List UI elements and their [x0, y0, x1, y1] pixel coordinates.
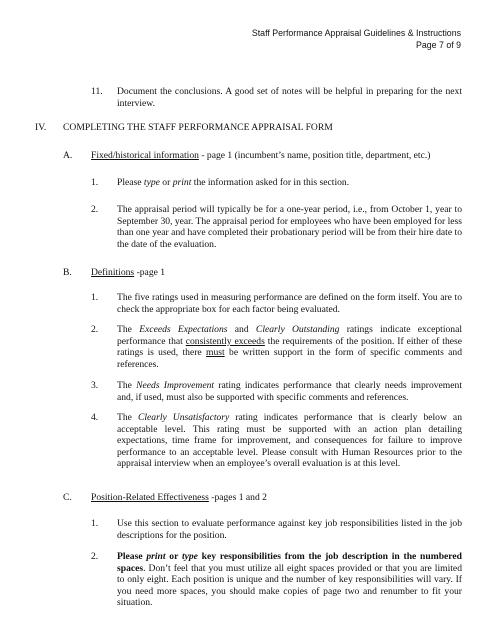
a2-number: 2.	[91, 204, 99, 215]
b2-seg: the requirements of the position. If either of these ratings is used, there	[117, 335, 462, 359]
c2-bold-seg: Please	[117, 551, 147, 562]
b3-text	[117, 380, 462, 403]
a1-seg: the information asked for in this section.	[191, 177, 350, 188]
c1-text: Use this section to evaluate performance against key job responsibilities listed in the job descriptions for the position.	[117, 518, 462, 541]
b2-seg: The	[117, 324, 140, 335]
b2-italic-outstanding: Clearly Outstanding	[255, 324, 340, 335]
a1-seg: Please	[117, 177, 144, 188]
section-c-letter: C.	[63, 492, 72, 503]
item-11-number: 11.	[91, 86, 103, 97]
a1-italic-type: type	[143, 177, 160, 188]
section-iv-title: COMPLETING THE STAFF PERFORMANCE APPRAISAL FORM	[63, 122, 333, 133]
a2-text: The appraisal period will typically be for a one-year period, i.e., from October 1, year to September 30, year. The appraisal period for employees who have been employed for less than one year and have completed their probationary period will be from their hire date to the date of the evaluation.	[117, 204, 462, 250]
document-title: Staff Performance Appraisal Guidelines & Instructions	[251, 28, 461, 38]
b3-italic-needs: Needs Improvement	[136, 380, 215, 391]
a1-number: 1.	[91, 177, 99, 188]
a1-text	[117, 177, 462, 189]
b2-seg: ratings indicate exceptional performance that	[117, 324, 462, 347]
b4-number: 4.	[91, 412, 99, 423]
c2-bold-seg: or	[165, 551, 182, 562]
section-a-heading	[91, 150, 430, 162]
c2-bold-italic-type: type	[181, 551, 198, 562]
section-b-heading	[91, 267, 165, 279]
b4-seg: rating indicates performance that is clearly below an acceptable level. This rating must be supported with an action plan detailing expectations, time frame for improvement, and consequences for failure to improve performance to an acceptable level. Please consult with Human Resources prior to the appraisal interview when an employee’s overall evaluation is at this level.	[117, 412, 462, 470]
c2-bold-seg: key responsibilities from the job description in the numbered spaces	[117, 551, 462, 574]
section-c-heading	[91, 492, 267, 504]
a1-italic-print: print	[172, 177, 192, 188]
b3-number: 3.	[91, 380, 99, 391]
page-header	[252, 27, 461, 51]
c2-seg: . Don’t feel that you must utilize all eight spaces provided or that you are limited to only eight. Each position is unique and the number of key responsibilities will vary. If you need more spaces, you should make copies of page two and renumber to fit your situation.	[117, 562, 462, 609]
b4-italic-unsatisfactory: Clearly Unsatisfactory	[137, 412, 230, 423]
section-a-heading-rest: - page 1 (incumbent’s name, position title, department, etc.)	[198, 150, 431, 161]
b3-seg: The	[117, 380, 137, 391]
b2-text	[117, 324, 462, 370]
section-a-letter: A.	[63, 150, 73, 161]
b1-text: The five ratings used in measuring performance are defined on the form itself. You are to check the appropriate box for each factor being evaluated.	[117, 292, 462, 315]
page-number: Page 7 of 9	[416, 40, 461, 50]
c2-number: 2.	[91, 551, 99, 562]
item-11-text: Document the conclusions. A good set of notes will be helpful in preparing for the next interview.	[117, 86, 462, 109]
b2-italic-exceeds: Exceeds Expectations	[139, 324, 228, 335]
b2-seg: and	[227, 324, 256, 335]
c1-number: 1.	[91, 518, 99, 529]
a1-seg: or	[159, 177, 173, 188]
b2-seg: be written support in the form of specific comments and references.	[117, 347, 462, 370]
section-b-letter: B.	[63, 267, 72, 278]
b2-underline-must: must	[206, 347, 225, 359]
b4-seg: The	[117, 412, 138, 423]
b2-underline-consistently: consistently exceeds	[185, 335, 265, 347]
section-iv-number: IV.	[35, 122, 47, 133]
section-b-heading-title: Definitions	[91, 267, 135, 278]
b3-seg: rating indicates performance that clearly needs improvement and, if used, must also be supported with specific comments and references.	[117, 380, 462, 403]
b1-number: 1.	[91, 292, 99, 303]
b4-text	[117, 412, 462, 470]
c2-bold-italic-print: print	[146, 551, 166, 562]
b2-number: 2.	[91, 324, 99, 335]
c2-text	[117, 551, 462, 609]
section-c-heading-title: Position-Related Effectiveness	[91, 492, 209, 503]
section-c-heading-rest: -pages 1 and 2	[208, 492, 267, 503]
section-a-heading-title: Fixed/historical information	[91, 150, 199, 161]
section-b-heading-rest: -page 1	[134, 267, 166, 278]
